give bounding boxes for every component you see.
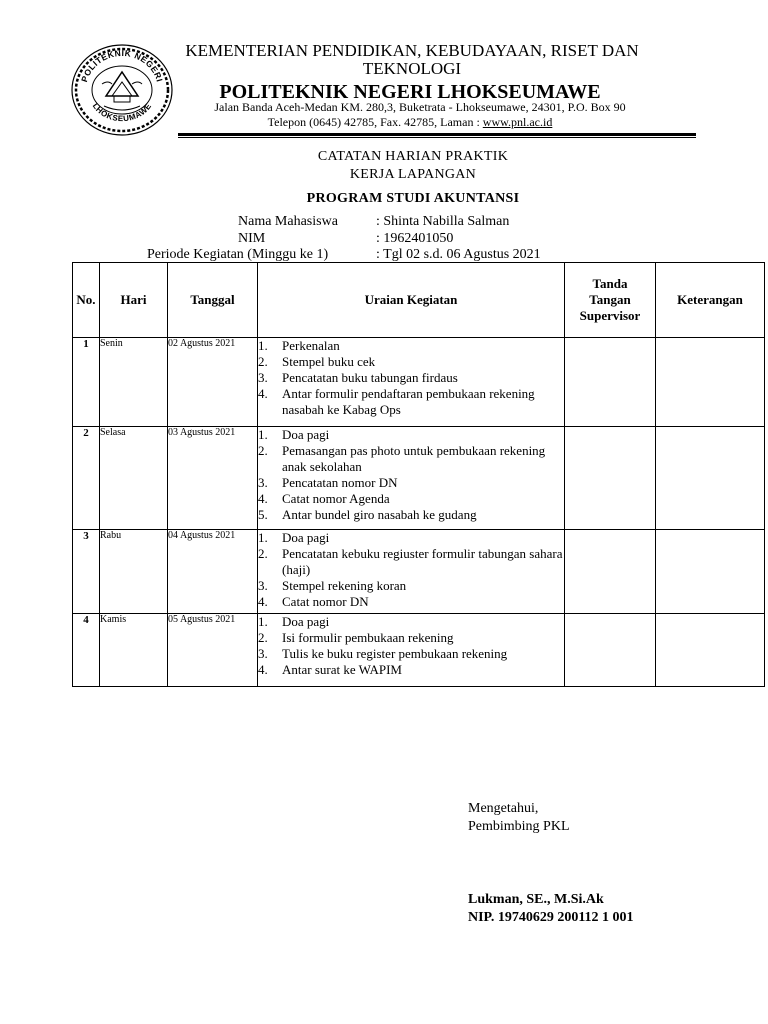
- logo-text-bottom: LHOKSEUMAWE: [90, 101, 154, 124]
- activity-number: 2.: [258, 546, 268, 561]
- activity-number: 5.: [258, 507, 268, 522]
- activity-text: Doa pagi: [282, 614, 330, 629]
- row-supervisor-signature: [565, 338, 656, 427]
- activity-item: [258, 370, 564, 386]
- letterhead-divider-thin: [178, 137, 696, 138]
- student-name-label: Nama Mahasiswa: [238, 214, 338, 229]
- ministry-line-1: KEMENTERIAN PENDIDIKAN, KEBUDAYAAN, RISET DAN: [185, 41, 639, 60]
- table-row: [73, 614, 765, 687]
- table-row: [73, 427, 765, 530]
- row-remarks: [656, 338, 765, 427]
- activity-number: 1.: [258, 427, 268, 442]
- activity-item: [258, 530, 564, 546]
- activity-text: Isi formulir pembukaan rekening: [282, 630, 454, 645]
- activity-text: Catat nomor Agenda: [282, 491, 390, 506]
- row-date: 04 Agustus 2021: [168, 530, 258, 614]
- row-date: 02 Agustus 2021: [168, 338, 258, 427]
- row-remarks: [656, 530, 765, 614]
- table-body: [73, 338, 765, 687]
- activity-list: [258, 614, 564, 678]
- activity-text: Pencatatan kebuku regiuster formulir tabungan sahara (haji): [282, 546, 563, 577]
- activity-number: 4.: [258, 594, 268, 609]
- activity-item: [258, 630, 564, 646]
- row-number: 1: [73, 338, 100, 427]
- letterhead-divider-thick: [178, 133, 696, 136]
- ministry-line-2: TEKNOLOGI: [362, 59, 462, 78]
- document-title-line-2: KERJA LAPANGAN: [349, 167, 477, 182]
- activity-item: [258, 578, 564, 594]
- activity-item: [258, 386, 564, 418]
- row-number: 2: [73, 427, 100, 530]
- activity-item: [258, 475, 564, 491]
- daily-log-table: [72, 262, 765, 687]
- supervisor-nip: NIP. 19740629 200112 1 001: [468, 910, 634, 925]
- row-number: 4: [73, 614, 100, 687]
- contact-phone-fax: Telepon (0645) 42785, Fax. 42785, Laman :: [267, 115, 483, 129]
- activity-item: [258, 662, 564, 678]
- institution-logo: [66, 38, 176, 138]
- activity-text: Doa pagi: [282, 530, 330, 545]
- activity-text: Catat nomor DN: [282, 594, 369, 609]
- supervisor-role: Pembimbing PKL: [468, 819, 570, 834]
- activity-text: Antar bundel giro nasabah ke gudang: [282, 507, 477, 522]
- activity-text: Stempel rekening koran: [282, 578, 407, 593]
- col-header-keterangan: Keterangan: [656, 263, 765, 338]
- activity-number: 4.: [258, 662, 268, 677]
- row-day: Rabu: [100, 530, 168, 614]
- activity-item: [258, 443, 564, 475]
- col-header-uraian: Uraian Kegiatan: [258, 263, 565, 338]
- signature-header-line-3: Supervisor: [579, 308, 641, 323]
- col-header-tanggal: Tanggal: [168, 263, 258, 338]
- activity-list: [258, 427, 564, 523]
- table-header-row: [73, 263, 765, 338]
- institution-address: Jalan Banda Aceh-Medan KM. 280,3, Buketrata - Lhokseumawe, 24301, P.O. Box 90: [214, 100, 626, 114]
- activity-text: Pencatatan nomor DN: [282, 475, 398, 490]
- table-row: [73, 338, 765, 427]
- activity-text: Stempel buku cek: [282, 354, 376, 369]
- activity-number: 2.: [258, 443, 268, 458]
- signature-header-line-2: Tangan: [589, 292, 631, 307]
- activity-item: [258, 594, 564, 610]
- activity-number: 1.: [258, 614, 268, 629]
- row-activities: [258, 338, 565, 427]
- activity-item: [258, 491, 564, 507]
- institution-name: POLITEKNIK NEGERI LHOKSEUMAWE: [219, 81, 601, 103]
- row-supervisor-signature: [565, 530, 656, 614]
- activity-item: [258, 338, 564, 354]
- activity-text: Antar surat ke WAPIM: [282, 662, 402, 677]
- row-activities: [258, 427, 565, 530]
- website-link[interactable]: www.pnl.ac.id: [482, 115, 553, 129]
- row-activities: [258, 530, 565, 614]
- col-header-hari: Hari: [100, 263, 168, 338]
- activity-number: 3.: [258, 578, 268, 593]
- activity-number: 4.: [258, 491, 268, 506]
- row-day: Selasa: [100, 427, 168, 530]
- activity-number: 1.: [258, 338, 268, 353]
- activity-text: Perkenalan: [282, 338, 340, 353]
- row-date: 03 Agustus 2021: [168, 427, 258, 530]
- row-activities: [258, 614, 565, 687]
- activity-number: 3.: [258, 370, 268, 385]
- row-day: Senin: [100, 338, 168, 427]
- activity-text: Tulis ke buku register pembukaan rekening: [282, 646, 508, 661]
- acknowledged-label: Mengetahui,: [468, 801, 539, 816]
- activity-item: [258, 646, 564, 662]
- activity-list: [258, 530, 564, 610]
- institution-contact: [170, 116, 650, 129]
- period-label: Periode Kegiatan (Minggu ke 1): [147, 247, 329, 262]
- col-header-no: No.: [73, 263, 100, 338]
- row-supervisor-signature: [565, 427, 656, 530]
- table-row: [73, 530, 765, 614]
- supervisor-name: Lukman, SE., M.Si.Ak: [468, 892, 604, 907]
- student-name-value: : Shinta Nabilla Salman: [376, 214, 510, 229]
- nim-value: : 1962401050: [376, 231, 454, 246]
- activity-text: Antar formulir pendaftaran pembukaan rekening nasabah ke Kabag Ops: [282, 386, 535, 417]
- row-date: 05 Agustus 2021: [168, 614, 258, 687]
- activity-number: 3.: [258, 646, 268, 661]
- row-supervisor-signature: [565, 614, 656, 687]
- period-value: : Tgl 02 s.d. 06 Agustus 2021: [376, 247, 541, 262]
- activity-text: Pemasangan pas photo untuk pembukaan rekening anak sekolahan: [282, 443, 546, 474]
- activity-item: [258, 507, 564, 523]
- activity-number: 4.: [258, 386, 268, 401]
- activity-text: Doa pagi: [282, 427, 330, 442]
- activity-item: [258, 427, 564, 443]
- document-title-line-1: CATATAN HARIAN PRAKTIK: [317, 149, 509, 164]
- row-number: 3: [73, 530, 100, 614]
- activity-number: 3.: [258, 475, 268, 490]
- activity-text: Pencatatan buku tabungan firdaus: [282, 370, 458, 385]
- signature-header-line-1: Tanda: [592, 276, 628, 291]
- ministry-name: [182, 42, 642, 78]
- nim-label: NIM: [238, 231, 266, 246]
- activity-number: 2.: [258, 354, 268, 369]
- row-day: Kamis: [100, 614, 168, 687]
- study-program-title: PROGRAM STUDI AKUNTANSI: [306, 191, 520, 206]
- activity-item: [258, 614, 564, 630]
- row-remarks: [656, 614, 765, 687]
- activity-number: 2.: [258, 630, 268, 645]
- activity-item: [258, 546, 564, 578]
- row-remarks: [656, 427, 765, 530]
- col-header-signature: [565, 263, 656, 338]
- activity-item: [258, 354, 564, 370]
- activity-number: 1.: [258, 530, 268, 545]
- logo-text-top: POLITEKNIK NEGERI: [79, 47, 165, 84]
- activity-list: [258, 338, 564, 418]
